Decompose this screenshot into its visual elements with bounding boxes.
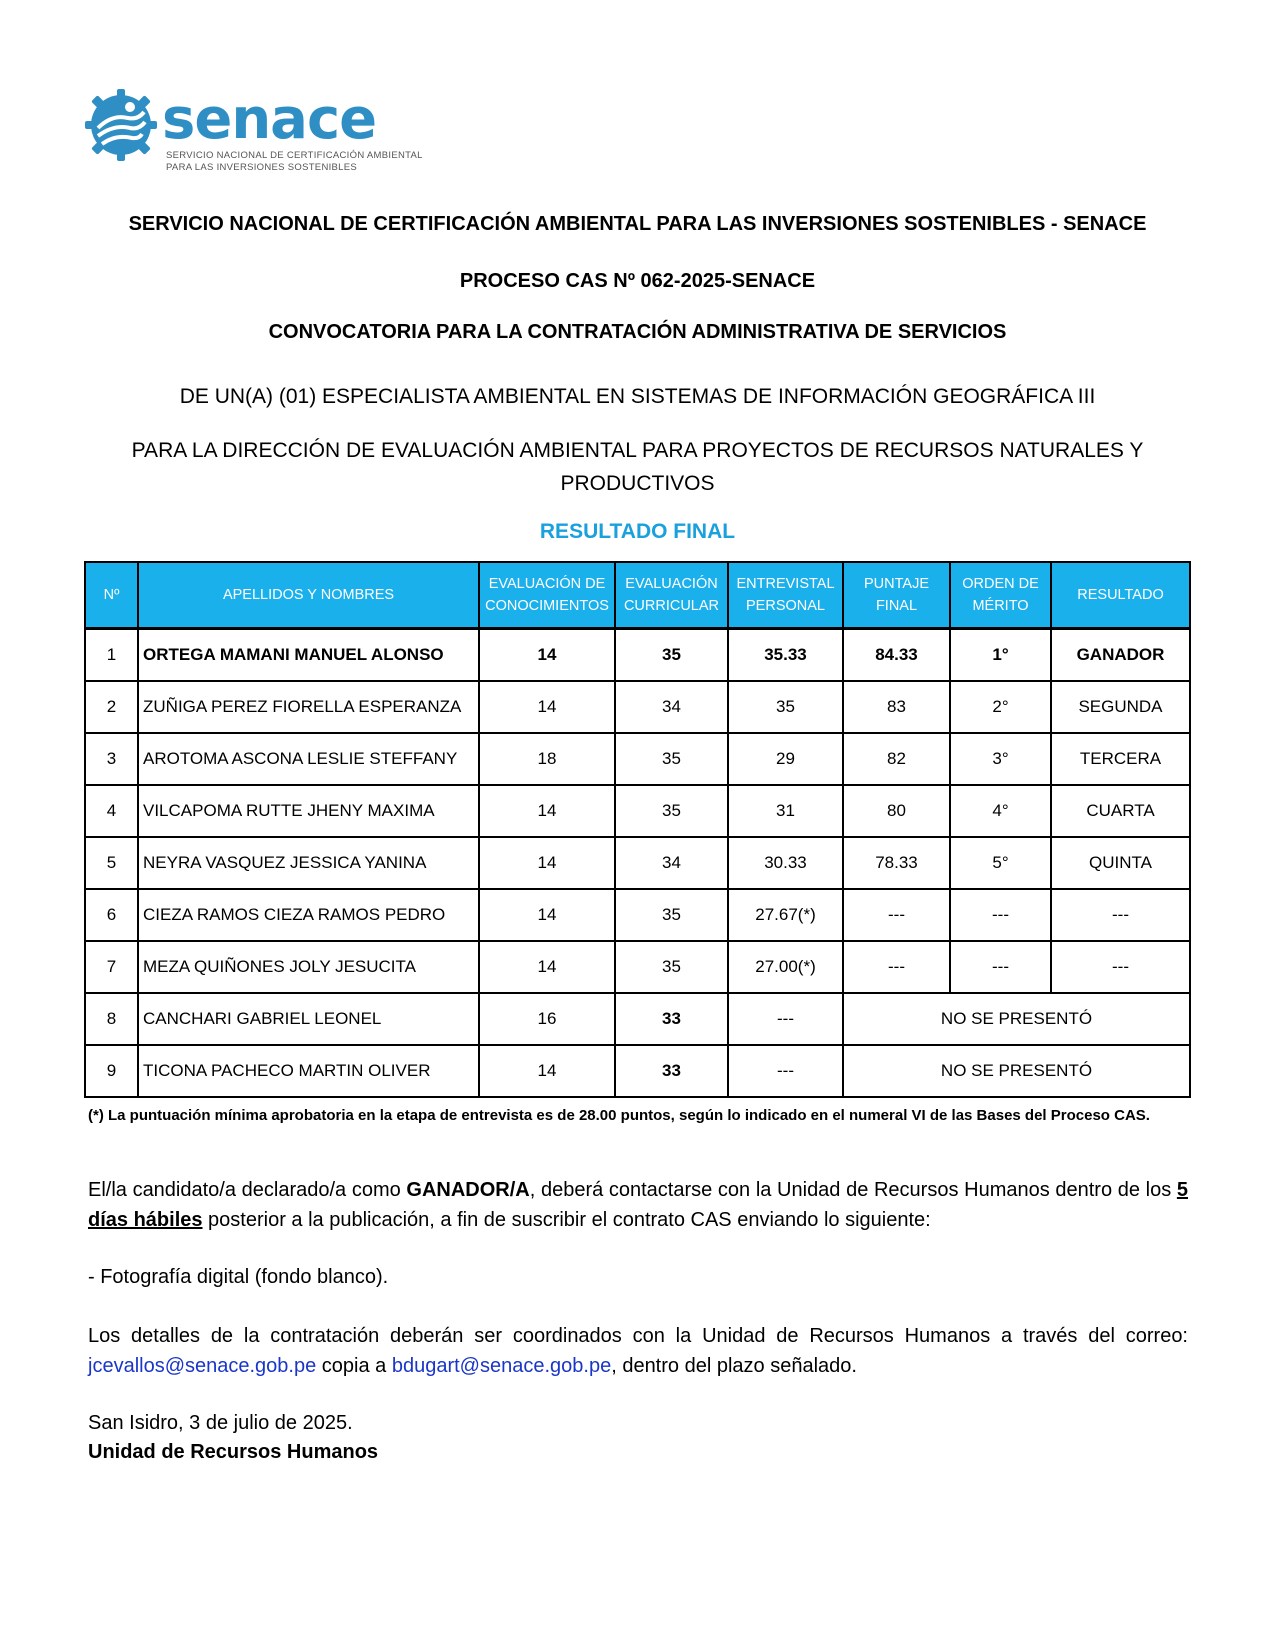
- knowledge-score: 14: [479, 629, 615, 682]
- text: posterior a la publicación, a fin de suscribir el contrato CAS enviando lo siguiente:: [202, 1209, 931, 1231]
- col-header-merit-order: ORDEN DE MÉRITO: [950, 562, 1051, 629]
- merit-order: 2°: [950, 681, 1051, 733]
- final-score: ---: [843, 889, 950, 941]
- curricular-score: 35: [615, 733, 728, 785]
- result: GANADOR: [1051, 629, 1190, 682]
- knowledge-score: 14: [479, 837, 615, 889]
- col-header-interview: ENTREVISTAL PERSONAL: [728, 562, 843, 629]
- interview-score: 35.33: [728, 629, 843, 682]
- interview-score: ---: [728, 993, 843, 1045]
- row-number: 3: [85, 733, 138, 785]
- candidate-name: VILCAPOMA RUTTE JHENY MAXIMA: [138, 785, 479, 837]
- merit-order: 1°: [950, 629, 1051, 682]
- no-show-status: NO SE PRESENTÓ: [843, 993, 1190, 1045]
- col-header-final-score: PUNTAJE FINAL: [843, 562, 950, 629]
- winner-label: GANADOR/A: [406, 1179, 530, 1201]
- curricular-score: 33: [615, 993, 728, 1045]
- row-number: 5: [85, 837, 138, 889]
- row-number: 4: [85, 785, 138, 837]
- interview-score: 27.00(*): [728, 941, 843, 993]
- logo-tagline: [166, 150, 423, 174]
- final-score: 82: [843, 733, 950, 785]
- curricular-score: 34: [615, 681, 728, 733]
- logo-tagline-line1: SERVICIO NACIONAL DE CERTIFICACIÓN AMBIENTAL: [166, 150, 423, 161]
- logo-wordmark: senace: [162, 87, 377, 152]
- result: TERCERA: [1051, 733, 1190, 785]
- table-row: [85, 889, 1190, 941]
- merit-order: 5°: [950, 837, 1051, 889]
- col-header-knowledge: EVALUACIÓN DE CONOCIMIENTOS: [479, 562, 615, 629]
- table-row: [85, 733, 1190, 785]
- senace-logo: [84, 87, 423, 178]
- knowledge-score: 14: [479, 785, 615, 837]
- knowledge-score: 18: [479, 733, 615, 785]
- interview-score: 35: [728, 681, 843, 733]
- candidate-name: TICONA PACHECO MARTIN OLIVER: [138, 1045, 479, 1097]
- col-header-number: Nº: [85, 562, 138, 629]
- process-title: PROCESO CAS Nº 062-2025-SENACE: [459, 270, 816, 292]
- email-link-primary[interactable]: jcevallos@senace.gob.pe: [88, 1355, 317, 1377]
- text: , deberá contactarse con la Unidad de Recursos Humanos dentro de los: [529, 1179, 1177, 1201]
- table-row: [85, 993, 1190, 1045]
- signature: Unidad de Recursos Humanos: [88, 1441, 379, 1463]
- contact-instructions: [88, 1321, 1188, 1381]
- knowledge-score: 14: [479, 681, 615, 733]
- final-score: ---: [843, 941, 950, 993]
- table-row: [85, 785, 1190, 837]
- interview-score: 30.33: [728, 837, 843, 889]
- curricular-score: 33: [615, 1045, 728, 1097]
- institution-title: SERVICIO NACIONAL DE CERTIFICACIÓN AMBIENTAL PARA LAS INVERSIONES SOSTENIBLES - SENACE: [128, 213, 1147, 235]
- text: copia a: [316, 1355, 392, 1377]
- table-row: [85, 629, 1190, 682]
- result: QUINTA: [1051, 837, 1190, 889]
- candidate-name: ZUÑIGA PEREZ FIORELLA ESPERANZA: [138, 681, 479, 733]
- candidate-name: AROTOMA ASCONA LESLIE STEFFANY: [138, 733, 479, 785]
- direction-subtitle: PARA LA DIRECCIÓN DE EVALUACIÓN AMBIENTAL PARA PROYECTOS DE RECURSOS NATURALES Y PRODUCTIVOS: [131, 439, 1144, 495]
- footnote: (*) La puntuación mínima aprobatoria en la etapa de entrevista es de 28.00 puntos, según lo indicado en el numeral VI de las Bases del Proceso CAS.: [88, 1107, 1150, 1124]
- no-show-status: NO SE PRESENTÓ: [843, 1045, 1190, 1097]
- interview-score: ---: [728, 1045, 843, 1097]
- knowledge-score: 14: [479, 1045, 615, 1097]
- curricular-score: 34: [615, 837, 728, 889]
- interview-score: 31: [728, 785, 843, 837]
- merit-order: ---: [950, 941, 1051, 993]
- candidate-name: MEZA QUIÑONES JOLY JESUCITA: [138, 941, 479, 993]
- merit-order: 4°: [950, 785, 1051, 837]
- merit-order: ---: [950, 889, 1051, 941]
- interview-score: 27.67(*): [728, 889, 843, 941]
- result: ---: [1051, 889, 1190, 941]
- col-header-result: RESULTADO: [1051, 562, 1190, 629]
- table-header-row: [85, 562, 1190, 629]
- curricular-score: 35: [615, 941, 728, 993]
- final-score: 78.33: [843, 837, 950, 889]
- row-number: 8: [85, 993, 138, 1045]
- final-score: 80: [843, 785, 950, 837]
- place-date: San Isidro, 3 de julio de 2025.: [88, 1412, 353, 1434]
- candidate-name: ORTEGA MAMANI MANUEL ALONSO: [138, 629, 479, 682]
- curricular-score: 35: [615, 889, 728, 941]
- row-number: 2: [85, 681, 138, 733]
- table-row: [85, 1045, 1190, 1097]
- curricular-score: 35: [615, 785, 728, 837]
- logo-tagline-line2: PARA LAS INVERSIONES SOSTENIBLES: [166, 162, 358, 173]
- candidate-name: NEYRA VASQUEZ JESSICA YANINA: [138, 837, 479, 889]
- deadline-label: 5 días hábiles: [88, 1179, 1188, 1231]
- text: Los detalles de la contratación deberán ser coordinados con la Unidad de Recursos Humanos a través del correo:: [88, 1325, 1188, 1347]
- winner-instructions: [88, 1175, 1188, 1235]
- candidate-name: CIEZA RAMOS CIEZA RAMOS PEDRO: [138, 889, 479, 941]
- interview-score: 29: [728, 733, 843, 785]
- senace-emblem-icon: [84, 88, 158, 162]
- table-row: [85, 941, 1190, 993]
- row-number: 1: [85, 629, 138, 682]
- knowledge-score: 14: [479, 889, 615, 941]
- result: ---: [1051, 941, 1190, 993]
- result: SEGUNDA: [1051, 681, 1190, 733]
- text: , dentro del plazo señalado.: [611, 1355, 857, 1377]
- table-row: [85, 837, 1190, 889]
- col-header-curricular: EVALUACIÓN CURRICULAR: [615, 562, 728, 629]
- candidate-name: CANCHARI GABRIEL LEONEL: [138, 993, 479, 1045]
- curricular-score: 35: [615, 629, 728, 682]
- email-link-copy[interactable]: bdugart@senace.gob.pe: [391, 1355, 612, 1377]
- row-number: 6: [85, 889, 138, 941]
- requirement-item: - Fotografía digital (fondo blanco).: [88, 1266, 389, 1288]
- final-score: 84.33: [843, 629, 950, 682]
- results-table: [84, 561, 1191, 1098]
- col-header-name: APELLIDOS Y NOMBRES: [138, 562, 479, 629]
- final-score: 83: [843, 681, 950, 733]
- text: El/la candidato/a declarado/a como: [88, 1179, 407, 1201]
- result-title: RESULTADO FINAL: [539, 520, 736, 543]
- knowledge-score: 14: [479, 941, 615, 993]
- table-row: [85, 681, 1190, 733]
- merit-order: 3°: [950, 733, 1051, 785]
- position-subtitle: DE UN(A) (01) ESPECIALISTA AMBIENTAL EN SISTEMAS DE INFORMACIÓN GEOGRÁFICA III: [179, 385, 1096, 408]
- row-number: 7: [85, 941, 138, 993]
- knowledge-score: 16: [479, 993, 615, 1045]
- row-number: 9: [85, 1045, 138, 1097]
- result: CUARTA: [1051, 785, 1190, 837]
- call-title: CONVOCATORIA PARA LA CONTRATACIÓN ADMINISTRATIVA DE SERVICIOS: [268, 321, 1007, 343]
